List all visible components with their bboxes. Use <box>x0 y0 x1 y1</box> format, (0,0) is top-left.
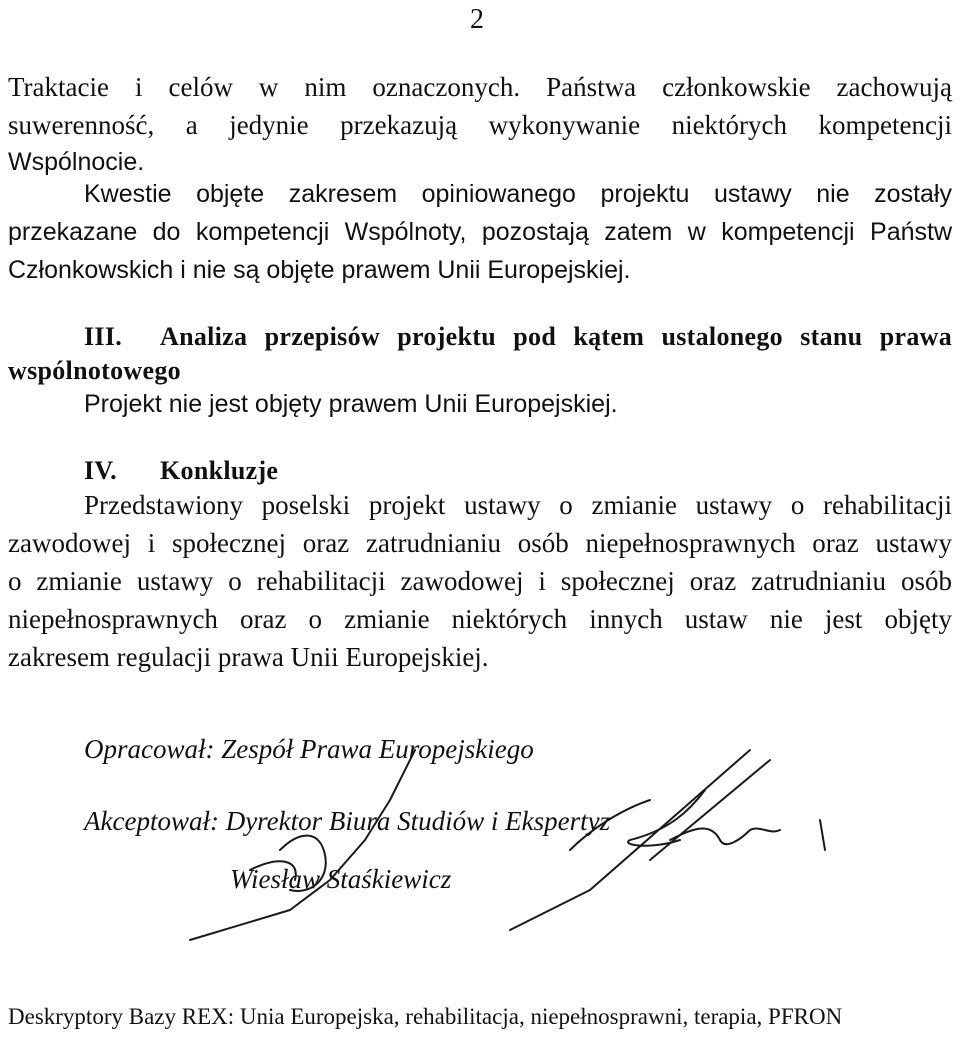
accepted-by: Akceptował: Dyrektor Biura Studiów i Ekspertyz <box>84 806 611 836</box>
page-number: 2 <box>470 4 484 35</box>
paragraph-line: Wspólnocie. <box>8 148 145 176</box>
section-title: Analiza przepisów projektu pod kątem ustalonego stanu prawa <box>160 322 952 351</box>
signatory-name: Wiesław Staśkiewicz <box>230 864 452 894</box>
signature-stroke <box>650 760 770 860</box>
signature-stroke <box>190 750 415 940</box>
paragraph-line: Przedstawiony poselski projekt ustawy o zmianie ustawy o rehabilitacji <box>84 490 952 520</box>
section-title-continued: wspólnotowego <box>8 356 181 385</box>
section-body: Projekt nie jest objęty prawem Unii Europejskiej. <box>84 390 618 418</box>
descriptors: Deskryptory Bazy REX: Unia Europejska, rehabilitacja, niepełnosprawni, terapia, PFRON <box>8 1004 843 1029</box>
signature-stroke <box>570 800 650 850</box>
paragraph-line: suwerenność, a jedynie przekazują wykonywanie niektórych kompetencji <box>8 110 952 140</box>
paragraph-line: zakresem regulacji prawa Unii Europejskiej. <box>8 642 489 672</box>
section-number: III. <box>84 322 123 351</box>
signature-stroke <box>250 861 296 880</box>
paragraph-line: przekazane do kompetencji Wspólnoty, pozostają zatem w kompetencji Państw <box>8 218 952 246</box>
prepared-by: Opracował: Zespół Prawa Europejskiego <box>84 734 534 764</box>
section-number: IV. <box>84 456 117 485</box>
handwritten-signature <box>150 730 850 960</box>
paragraph-line: o zmianie ustawy o rehabilitacji zawodowej i społecznej oraz zatrudnianiu osób <box>8 566 952 596</box>
signature-stroke <box>820 820 825 850</box>
paragraph-line: Członkowskich i nie są objęte prawem Unii Europejskiej. <box>8 256 631 284</box>
paragraph-line: Traktacie i celów w nim oznaczonych. Państwa członkowskie zachowują <box>8 72 952 102</box>
paragraph-line: niepełnosprawnych oraz o zmianie niektórych innych ustaw nie jest objęty <box>8 604 952 634</box>
section-title: Konkluzje <box>160 456 279 485</box>
paragraph-line: Kwestie objęte zakresem opiniowanego projektu ustawy nie zostały <box>84 180 952 208</box>
signature-stroke <box>280 836 326 891</box>
paragraph-line: zawodowej i społecznej oraz zatrudnianiu osób niepełnosprawnych oraz ustawy <box>8 528 952 558</box>
